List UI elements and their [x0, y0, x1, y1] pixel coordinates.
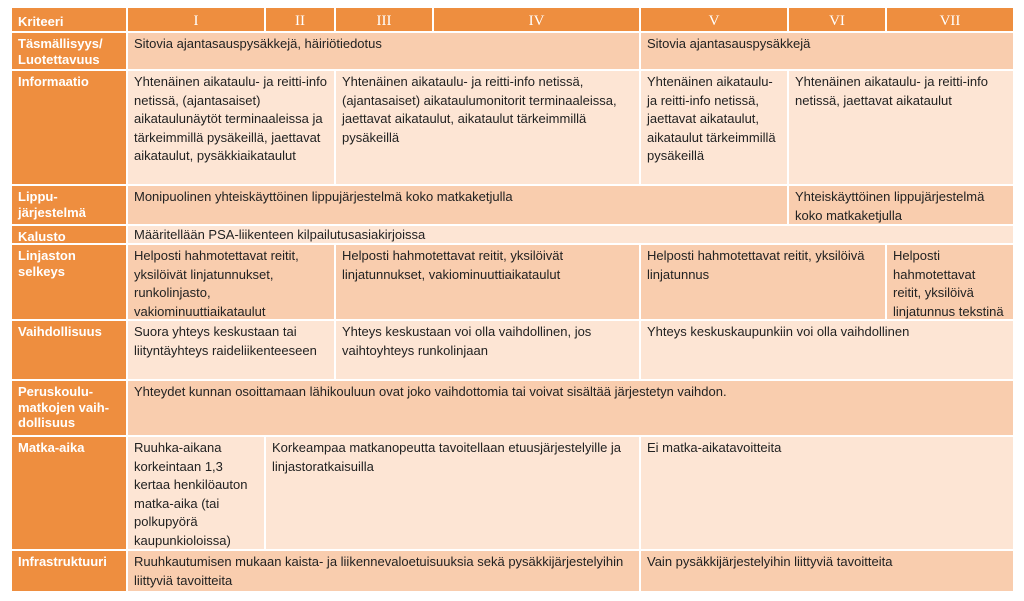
row-label-tasmallisyys: Täsmällisyys/ Luotettavuus: [12, 33, 126, 69]
row-label-informaatio: Informaatio: [12, 71, 126, 184]
row-label-vaihdollisuus: Vaihdollisuus: [12, 321, 126, 379]
cell-tasmallisyys-i-iv: Sitovia ajantasauspysäkkejä, häiriötiedotus: [128, 33, 639, 69]
cell-peruskoulu: Yhteydet kunnan osoittamaan lähikouluun ovat joko vaihdottomia tai voivat sisältää järjestetyn vaihdon.: [128, 381, 1013, 435]
cell-infrastruktuuri-v-vii: Vain pysäkkijärjestelyihin liittyviä tavoitteita: [641, 551, 1013, 591]
cell-vaihdollisuus-iii-iv: Yhteys keskustaan voi olla vaihdollinen, jos vaihtoyhteys runkolinjaan: [336, 321, 639, 379]
cell-informaatio-iii-iv: Yhtenäinen aikataulu- ja reitti-info netissä, (ajantasaiset) aikataulumonitorit terminaaleissa, jaettavat aikataulut, aikataulut tärkeimmillä pysäkeillä: [336, 71, 639, 184]
header-col-2: II: [266, 8, 334, 31]
cell-lippu-i-v: Monipuolinen yhteiskäyttöinen lippujärjestelmä koko matkaketjulla: [128, 186, 787, 224]
row-label-matka-aika: Matka-aika: [12, 437, 126, 549]
header-col-1: I: [128, 8, 264, 31]
cell-matka-aika-ii-iv: Korkeampaa matkanopeutta tavoitellaan etuusjärjestelyille ja linjastoratkaisuilla: [266, 437, 639, 549]
cell-linjasto-vii: Helposti hahmotettavat reitit, yksilöivä linjatunnus tekstinä: [887, 245, 1013, 319]
cell-lippu-vi-vii: Yhteiskäyttöinen lippujärjestelmä koko matkaketjulla: [789, 186, 1013, 224]
header-kriteeri: Kriteeri: [12, 8, 126, 31]
row-label-lippujarjestelma: Lippu- järjestelmä: [12, 186, 126, 224]
cell-matka-aika-i: Ruuhka-aikana korkeintaan 1,3 kertaa henkilöauton matka-aika (tai polkupyörä kaupunkioloissa): [128, 437, 264, 549]
row-label-peruskoulumatkat: Peruskoulu- matkojen vaih- dollisuus: [12, 381, 126, 435]
row-label-linjaston-selkeys: Linjaston selkeys: [12, 245, 126, 319]
cell-vaihdollisuus-i-ii: Suora yhteys keskustaan tai liityntäyhteys raideliikenteeseen: [128, 321, 334, 379]
row-label-infrastruktuuri: Infrastruktuuri: [12, 551, 126, 591]
header-col-3: III: [336, 8, 432, 31]
header-col-7: VII: [887, 8, 1013, 31]
cell-tasmallisyys-v-vii: Sitovia ajantasauspysäkkejä: [641, 33, 1013, 69]
cell-informaatio-i-ii: Yhtenäinen aikataulu- ja reitti-info netissä, (ajantasaiset) aikataulunäytöt terminaaleissa ja tärkeimmillä pysäkeillä, jaettavat aikataulut, pysäkkiaikataulut: [128, 71, 334, 184]
row-label-kalusto: Kalusto: [12, 226, 126, 243]
cell-vaihdollisuus-v-vii: Yhteys keskuskaupunkiin voi olla vaihdollinen: [641, 321, 1013, 379]
cell-informaatio-vi-vii: Yhtenäinen aikataulu- ja reitti-info netissä, jaettavat aikataulut: [789, 71, 1013, 184]
cell-kalusto: Määritellään PSA-liikenteen kilpailutusasiakirjoissa: [128, 226, 1013, 243]
header-col-4: IV: [434, 8, 639, 31]
cell-informaatio-v: Yhtenäinen aikataulu- ja reitti-info netissä, jaettavat aikataulut, aikataulut tärkeimmillä pysäkeillä: [641, 71, 787, 184]
cell-linjasto-i-ii: Helposti hahmotettavat reitit, yksilöivät linjatunnukset, runkolinjasto, vakiominuuttiaikataulut: [128, 245, 334, 319]
header-col-6: VI: [789, 8, 885, 31]
cell-linjasto-iii-iv: Helposti hahmotettavat reitit, yksilöivät linjatunnukset, vakiominuuttiaikataulut: [336, 245, 639, 319]
cell-matka-aika-v-vii: Ei matka-aikatavoitteita: [641, 437, 1013, 549]
header-col-5: V: [641, 8, 787, 31]
cell-infrastruktuuri-i-iv: Ruuhkautumisen mukaan kaista- ja liikennevaloetuisuuksia sekä pysäkkijärjestelyihin liittyviä tavoitteita: [128, 551, 639, 591]
cell-linjasto-v-vi: Helposti hahmotettavat reitit, yksilöivä linjatunnus: [641, 245, 885, 319]
